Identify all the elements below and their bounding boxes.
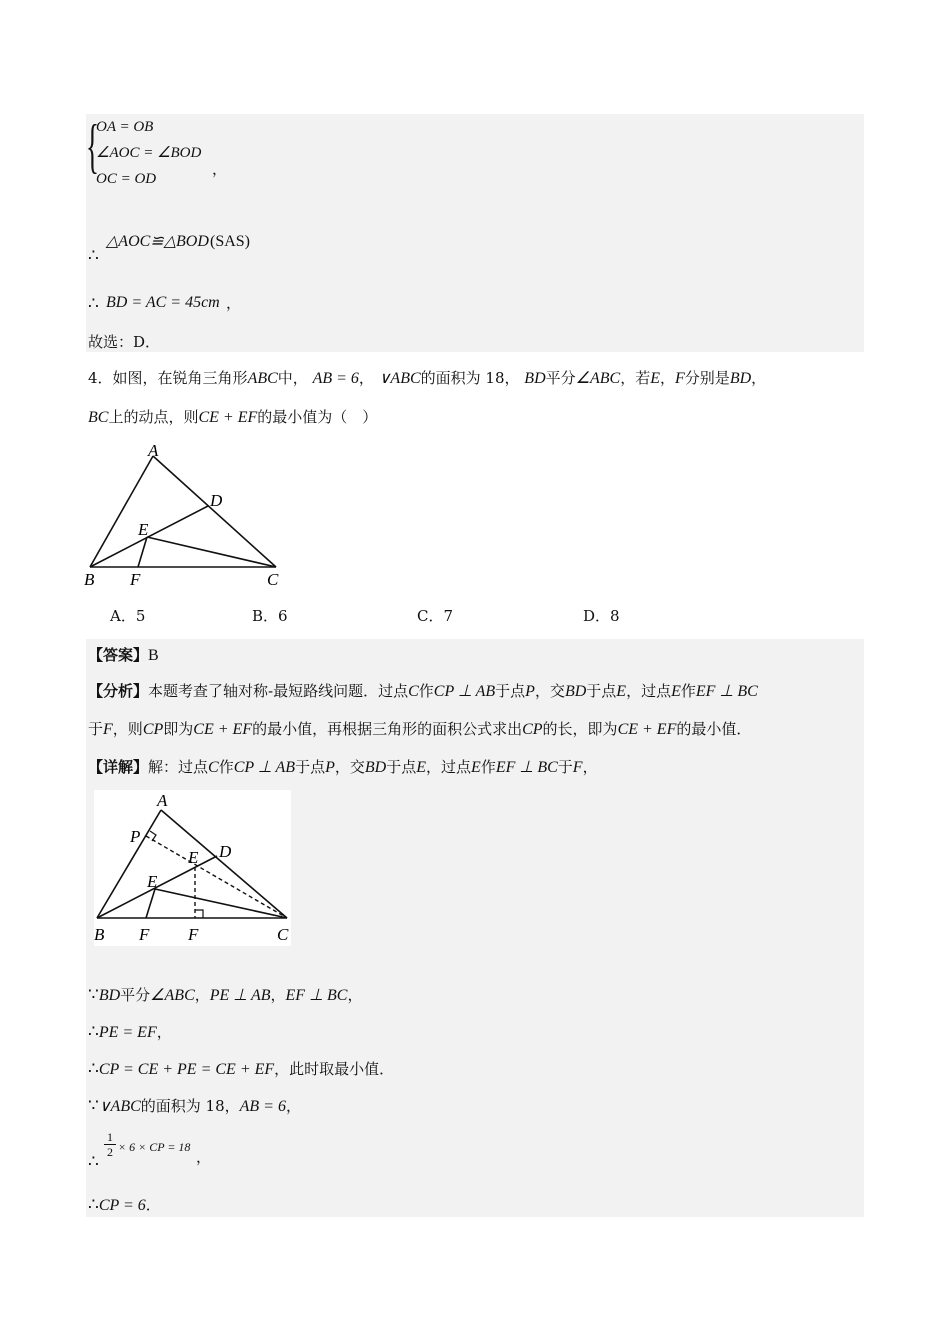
label-b: B [84,570,95,589]
s-label-f-left: F [139,925,150,944]
therefore-symbol: ∴ [88,1022,99,1042]
q-ab6: AB = 6 [312,370,359,387]
system-line-1: OA = OB [96,119,154,135]
a-text: 的最小值，再根据三角形的面积公式求出 [252,720,523,738]
q-text: ， [358,369,374,387]
therefore-symbol: ∴ [88,1195,99,1215]
q-vabc: ∨ABC [378,370,421,387]
s1-pe: PE ⊥ AB [209,987,271,1004]
q-text: 中， [277,369,308,387]
a-cp2: CP [522,721,543,738]
s-label-e-top: E [188,848,199,867]
therefore-symbol-1: ∴ [88,246,99,266]
option-c[interactable]: C．7 [417,607,454,625]
s6-period: ． [145,1196,161,1214]
d-text: 解：过点 [148,758,209,776]
q-text: 平分 [545,369,576,387]
d-text: 于点 [386,758,417,776]
q-bc: BC [88,409,109,426]
s4-ab: AB = 6 [239,1098,286,1115]
label-d: D [210,491,223,510]
line-ac [153,456,276,567]
detail-line [88,758,598,777]
q-f: F [675,370,685,387]
step-5-comma: ， [196,1148,212,1166]
s1-bd: BD [98,987,121,1004]
d-bd: BD [364,759,387,776]
q-text: 如图，在锐角三角形 [112,369,248,387]
s-label-d: D [219,842,232,861]
d-text: 作 [480,758,496,776]
question-figure [80,438,300,593]
d-text: 于点 [295,758,326,776]
a-f: F [103,721,113,738]
option-b[interactable]: B．6 [252,607,288,625]
question-line-1 [88,369,766,388]
s-label-b: B [94,925,105,944]
q-text: ， [751,369,767,387]
a-text: ，则 [112,720,143,738]
congruence-statement: △AOC≌△BOD [106,233,209,250]
d-text: ， [582,758,598,776]
step-6 [88,1195,161,1215]
analysis-line-1 [88,682,758,701]
a-text: 的最小值． [676,720,752,738]
system-brace: { [86,113,99,179]
d-p: P [325,759,335,776]
s4-vabc: ∨ABC [98,1098,141,1115]
a-ceef: CE + EF [193,721,253,738]
line-ec [147,537,276,567]
label-e: E [138,520,149,539]
a-text: 于点 [586,682,617,700]
a-text: ，过点 [626,682,672,700]
option-d[interactable]: D．8 [583,607,620,625]
q-text: 的最小值为（ ） [257,408,378,426]
fraction-one-half [104,1130,116,1159]
sas-label: (SAS) [210,233,251,250]
s3-text: ，此时取最小值． [274,1060,395,1078]
system-comma: ， [212,160,228,178]
s2-eq: PE = EF [98,1024,157,1041]
q-text: 的面积为 18， [420,369,520,387]
fraction-numerator: 1 [107,1130,113,1144]
because-symbol: ∵ [88,1096,99,1116]
detail-tag: 【详解】 [88,758,149,776]
a-bd: BD [564,683,587,700]
q-e: E [650,370,660,387]
answer-line [88,646,159,665]
step-4 [88,1096,301,1116]
label-a: A [148,441,159,460]
analysis-line-2 [88,720,751,739]
a-ef-bc: EF ⊥ BC [695,683,758,700]
d-ef-bc: EF ⊥ BC [495,759,558,776]
question-number: 4． [88,369,113,387]
bd-equation: BD = AC = 45cm [106,294,220,311]
label-f: F [130,570,141,589]
therefore-symbol: ∴ [88,1059,99,1079]
solution-figure [94,790,291,946]
step-2 [88,1022,172,1042]
a-cp-ab: CP ⊥ AB [433,683,496,700]
because-symbol: ∵ [88,985,99,1005]
step-3 [88,1059,394,1079]
a-text: 作 [418,682,434,700]
fraction-denominator: 2 [104,1144,116,1159]
a-text: 于点 [495,682,526,700]
a-p: P [525,683,535,700]
a-text: 即为 [163,720,194,738]
label-c: C [267,570,279,589]
d-e2: E [471,759,481,776]
a-text: 作 [680,682,696,700]
q-text: 上的动点，则 [108,408,199,426]
q-text: ， [660,369,676,387]
a-text: ，交 [534,682,565,700]
a-c: C [408,683,419,700]
s3-eq: CP = CE + PE = CE + EF [98,1061,275,1078]
system-line-2: ∠AOC = ∠BOD [96,145,202,161]
q-angle: ∠ABC [575,370,621,387]
s-label-e-bottom: E [147,872,158,891]
s6-eq: CP = 6 [98,1197,146,1214]
d-text: ，交 [334,758,365,776]
s1-comma: ， [270,986,286,1004]
step-5-rest: × 6 × CP = 18 [118,1140,191,1154]
s1-ef: EF ⊥ BC [285,987,348,1004]
a-e: E [616,683,627,700]
s1-comma: ， [194,986,210,1004]
answer-tag: 【答案】 [88,646,149,664]
s-label-a: A [157,791,168,810]
a-text: 于 [88,720,104,738]
q-bd: BD [524,370,546,387]
q-bd2: BD [729,370,752,387]
therefore-symbol: ∴ [88,1152,99,1172]
s-label-f-right: F [188,925,199,944]
q-text: ，若 [620,369,651,387]
d-text: 作 [218,758,234,776]
s1-text: 平分 [120,986,151,1004]
s1-comma: ， [347,986,363,1004]
a-ceef2: CE + EF [617,721,677,738]
q-ceef: CE + EF [198,409,258,426]
question-line-2 [88,408,377,427]
s-label-p: P [130,827,141,846]
a-text: 本题考查了轴对称-最短路线问题．过点 [148,682,409,700]
d-c: C [208,759,219,776]
step-1 [88,985,362,1005]
answer-value: B [148,647,159,664]
s-label-c: C [277,925,289,944]
option-a[interactable]: A．5 [110,607,146,625]
system-line-3: OC = OD [96,171,157,187]
choice-line: 故选：D． [88,333,161,351]
a-text: 的长，即为 [542,720,618,738]
analysis-tag: 【分析】 [88,682,149,700]
bd-comma: ， [226,294,242,312]
q-text: 分别是 [684,369,730,387]
d-f: F [572,759,583,776]
s4-text: 的面积为 18， [140,1097,240,1115]
q-abc: ABC [247,370,278,387]
a-e2: E [671,683,681,700]
d-cp-ab: CP ⊥ AB [233,759,296,776]
therefore-symbol-2: ∴ [88,294,99,314]
s4-comma: ， [285,1097,301,1115]
s2-comma: ， [156,1023,172,1041]
d-text: ，过点 [426,758,472,776]
d-text: 于 [557,758,573,776]
d-e: E [416,759,427,776]
s1-angle: ∠ABC [150,987,195,1004]
a-cp: CP [142,721,164,738]
